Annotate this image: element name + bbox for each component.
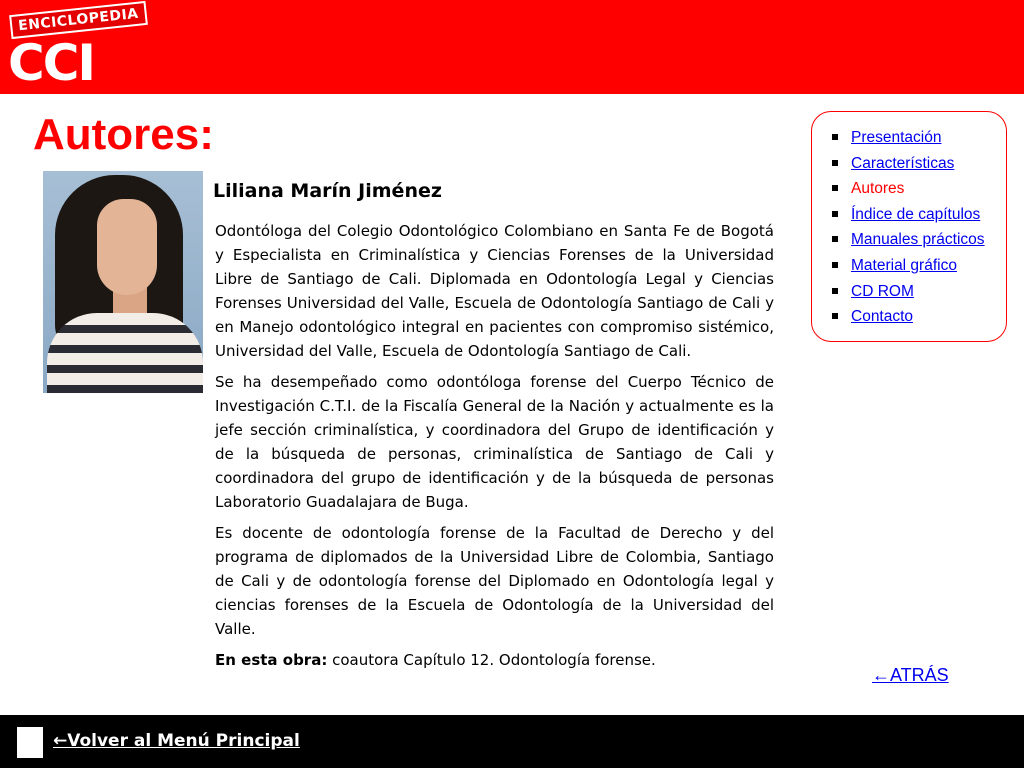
bio-paragraph-3: Es docente de odontología forense de la Facultad de Derecho y del programa de diplomados de la Universidad Libre de Colombia, Santiago de Cali y de odontología forense del Diplomado en Odontología legal y ciencias forenses de la Escuela de Odontología de la Universidad del Valle. — [215, 524, 774, 638]
logo-top-text: ENCICLOPEDIA — [9, 1, 148, 39]
nav-link-material[interactable]: Material gráfico — [851, 256, 957, 274]
author-bio — [215, 219, 774, 679]
nav-link-manuales[interactable]: Manuales prácticos — [851, 231, 985, 249]
nav-item-caracteristicas — [830, 154, 985, 180]
encyclopedia-logo[interactable] — [6, 5, 146, 92]
nav-item-manuales — [830, 230, 985, 256]
author-photo — [43, 171, 203, 393]
work-value: coautora Capítulo 12. Odontología forense. — [327, 651, 656, 669]
nav-link-caracteristicas[interactable]: Características — [851, 154, 955, 172]
nav-link-presentacion[interactable]: Presentación — [851, 129, 942, 146]
header-bar — [0, 0, 1024, 94]
back-link[interactable]: ←ATRÁS — [872, 665, 949, 685]
main-menu-link[interactable]: ←Volver al Menú Principal — [53, 731, 300, 751]
nav-link-contacto[interactable]: Contacto — [851, 308, 914, 326]
page-title: Autores: — [33, 110, 214, 159]
nav-item-indice — [830, 205, 985, 231]
work-label: En esta obra: — [215, 651, 328, 669]
bio-work-line — [215, 648, 774, 672]
nav-item-contacto — [830, 307, 985, 333]
nav-item-autores — [830, 179, 985, 205]
nav-current-autores: Autores — [851, 180, 905, 198]
nav-link-cdrom[interactable]: CD ROM — [851, 282, 914, 300]
author-name: Liliana Marín Jiménez — [213, 180, 442, 202]
photo-shirt-shape — [47, 313, 203, 393]
nav-list — [830, 128, 985, 333]
nav-item-presentacion — [830, 128, 985, 154]
bio-paragraph-2: Se ha desempeñado como odontóloga forense del Cuerpo Técnico de Investigación C.T.I. de la Fiscalía General de la Nación y actualmente es la jefe sección criminalística, y coordinadora del Grupo de identificación y de la búsqueda de personas, criminalística de Santiago de Cali y coordinadora del grupo de identificación y de la búsqueda de personas Laboratorio Guadalajara de Buga. — [215, 373, 774, 511]
bio-paragraph-1: Odontóloga del Colegio Odontológico Colombiano en Santa Fe de Bogotá y Especialista en Criminalística y Ciencias Forenses de la Universidad Libre de Santiago de Cali. Diplomada en Odontología Legal y Ciencias Forenses Universidad del Valle, Escuela de Odontología Santiago de Cali y en Manejo odontológico integral en pacientes con compromiso sistémico, Universidad del Valle, Escuela de Odontología Santiago de Cali. — [215, 222, 774, 360]
section-nav — [811, 111, 1007, 342]
nav-item-material — [830, 256, 985, 282]
nav-link-indice[interactable]: Índice de capítulos — [851, 205, 981, 223]
nav-item-cdrom — [830, 282, 985, 308]
logo-main-text: CCI — [8, 34, 94, 92]
footer-bar — [0, 715, 1024, 768]
photo-face-shape — [97, 199, 157, 295]
footer-square-icon — [17, 727, 43, 758]
